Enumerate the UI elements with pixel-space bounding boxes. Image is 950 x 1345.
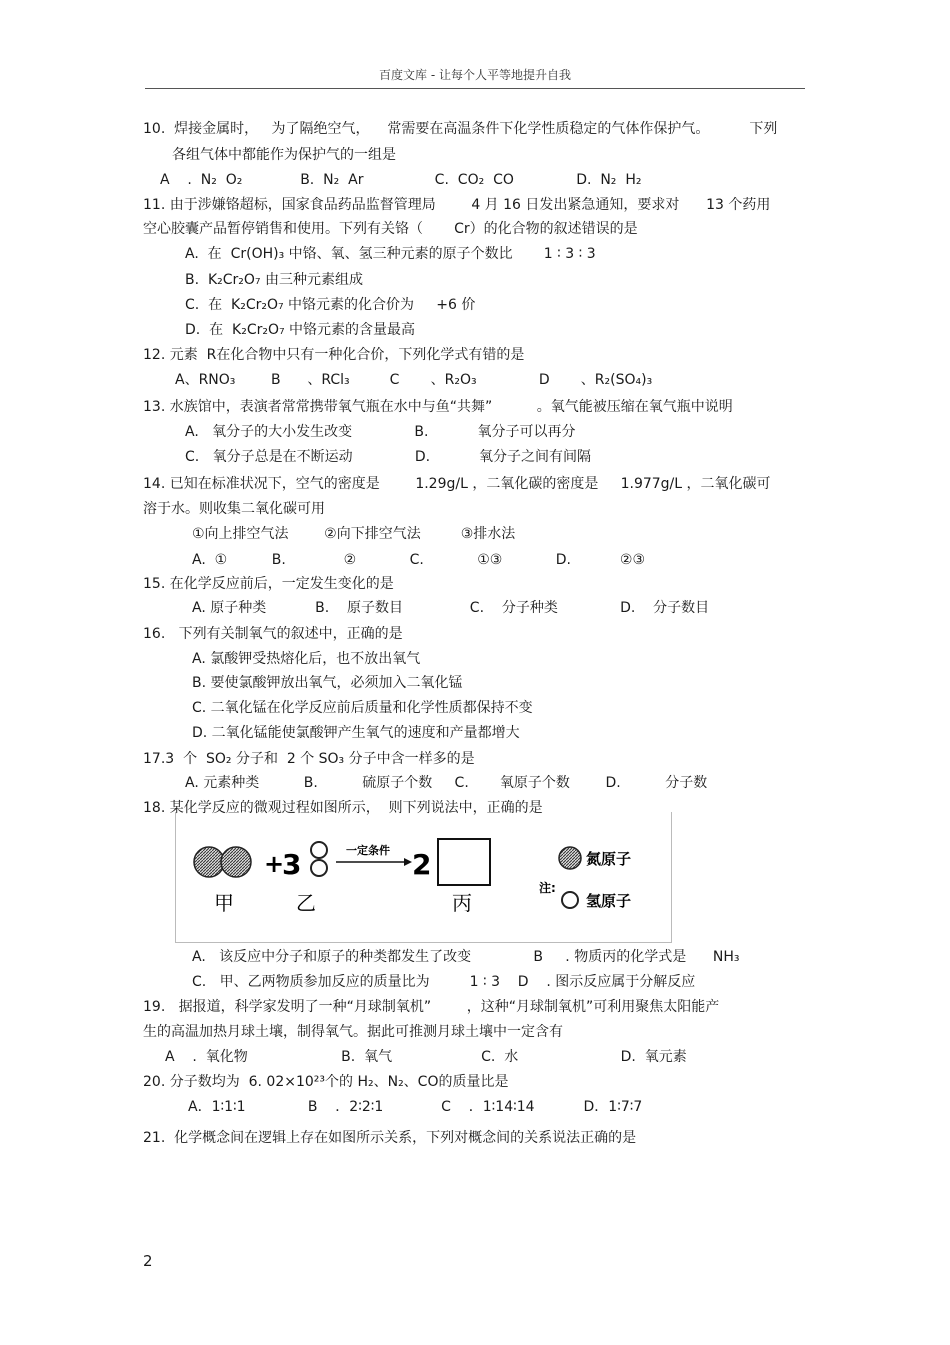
label-jia: 甲 (214, 891, 234, 915)
n-atom (194, 847, 224, 877)
text-line: 空心胶囊产品暂停销售和使用。下列有关铬（ Cr）的化合物的叙述错误的是 (143, 221, 638, 237)
text-line: C. 二氧化锰在化学反应前后质量和化学性质都保持不变 (192, 700, 533, 716)
text-line: A . N₂ O₂ B. N₂ Ar C. CO₂ CO D. N₂ H₂ (160, 172, 642, 188)
text-line: B. K₂Cr₂O₇ 由三种元素组成 (185, 272, 363, 288)
text-line: A、RNO₃ B 、RCl₃ C 、R₂O₃ D 、R₂(SO₄)₃ (175, 372, 653, 388)
page-header: 百度文库 - 让每个人平等地提升自我 (379, 68, 571, 82)
text-line: 11. 由于涉嫌铬超标，国家食品药品监督管理局 4 月 16 日发出紧急通知，要求对 13 个药用 (143, 197, 771, 213)
text-line: C. 甲、乙两物质参加反应的质量比为 1 ∶ 3 D . 图示反应属于分解反应 (192, 974, 696, 990)
legend-h-label: 氢原子 (586, 892, 632, 910)
page-number: 2 (143, 1252, 153, 1270)
text-line: A. 元素种类 B. 硫原子个数 C. 氧原子个数 D. 分子数 (185, 775, 708, 791)
text-line: 21. 化学概念间在逻辑上存在如图所示关系，下列对概念间的关系说法正确的是 (143, 1130, 637, 1146)
text-line: 12. 元素 R在化合物中只有一种化合价，下列化学式有错的是 (143, 347, 525, 363)
legend-note: 注: (539, 881, 556, 895)
plus-sign: + (264, 850, 285, 878)
text-line: 15. 在化学反应前后，一定发生变化的是 (143, 576, 394, 592)
reaction-figure (175, 812, 672, 943)
legend-h-atom (562, 892, 578, 908)
text-line: 18. 某化学反应的微观过程如图所示， 则下列说法中，正确的是 (143, 800, 543, 816)
text-line: A. ① B. ② C. ①③ D. ②③ (192, 552, 646, 568)
header-rule (145, 88, 805, 89)
text-line: 19. 据报道，科学家发明了一种“月球制氧机” ，这种“月球制氧机”可利用聚焦太阳能产 (143, 999, 720, 1015)
text-line: A. 原子种类 B. 原子数目 C. 分子种类 D. 分子数目 (192, 600, 710, 616)
text-line: A . 氧化物 B. 氧气 C. 水 D. 氧元素 (165, 1049, 687, 1065)
text-line: B. 要使氯酸钾放出氧气，必须加入二氧化锰 (192, 675, 463, 691)
text-line: 生的高温加热月球土壤，制得氧气。据此可推测月球土壤中一定含有 (143, 1024, 563, 1040)
text-line: 16. 下列有关制氧气的叙述中，正确的是 (143, 626, 403, 642)
legend-n-label: 氮原子 (586, 850, 632, 868)
text-line: 溶于水。则收集二氧化碳可用 (143, 501, 325, 517)
arrow-condition: 一定条件 (346, 844, 390, 857)
reaction-diagram (176, 812, 671, 942)
n-atom (221, 847, 251, 877)
text-line: A. 在 Cr(OH)₃ 中铬、氧、氢三种元素的原子个数比 1 ∶ 3 ∶ 3 (185, 246, 596, 262)
text-line: 13. 水族馆中，表演者常常携带氧气瓶在水中与鱼“共舞” 。氧气能被压缩在氧气瓶中说明 (143, 399, 733, 415)
text-line: C. 在 K₂Cr₂O₇ 中铬元素的化合价为 +6 价 (185, 297, 476, 313)
text-line: D. 二氧化锰能使氯酸钾产生氧气的速度和产量都增大 (192, 725, 520, 741)
text-line: 各组气体中都能作为保护气的一组是 (172, 147, 396, 163)
legend-n-atom (559, 847, 581, 869)
text-line: D. 在 K₂Cr₂O₇ 中铬元素的含量最高 (185, 322, 416, 338)
text-line: C. 氧分子总是在不断运动 D. 氧分子之间有间隔 (185, 449, 592, 465)
coefficient-3: 3 (282, 848, 302, 881)
label-bing: 丙 (452, 891, 472, 915)
text-line: 20. 分子数均为 6. 02×10²³个的 H₂、N₂、CO的质量比是 (143, 1074, 509, 1090)
h-atom (311, 842, 327, 858)
arrow-head (404, 858, 412, 866)
text-line: A. 氯酸钾受热熔化后，也不放出氧气 (192, 651, 421, 667)
text-line: A. 氧分子的大小发生改变 B. 氧分子可以再分 (185, 424, 576, 440)
text-line: 10. 焊接金属时， 为了隔绝空气， 常需要在高温条件下化学性质稳定的气体作保护气。 下列 (143, 121, 778, 137)
text-line: A. 该反应中分子和原子的种类都发生了改变 B . 物质丙的化学式是 NH₃ (192, 949, 740, 965)
text-line: 14. 已知在标准状况下，空气的密度是 1.29g/L ，二氧化碳的密度是 1.977g/L ，二氧化碳可 (143, 476, 771, 492)
h-atom (311, 860, 327, 876)
label-yi: 乙 (296, 891, 316, 915)
text-line: 17.3 个 SO₂ 分子和 2 个 SO₃ 分子中含一样多的是 (143, 751, 475, 767)
text-line: ①向上排空气法 ②向下排空气法 ③排水法 (192, 526, 516, 542)
coefficient-2: 2 (412, 848, 432, 881)
product-box (438, 839, 490, 885)
text-line: A．1∶1∶1 B ．2∶2∶1 C ．1∶14∶14 D．1∶7∶7 (188, 1099, 643, 1115)
